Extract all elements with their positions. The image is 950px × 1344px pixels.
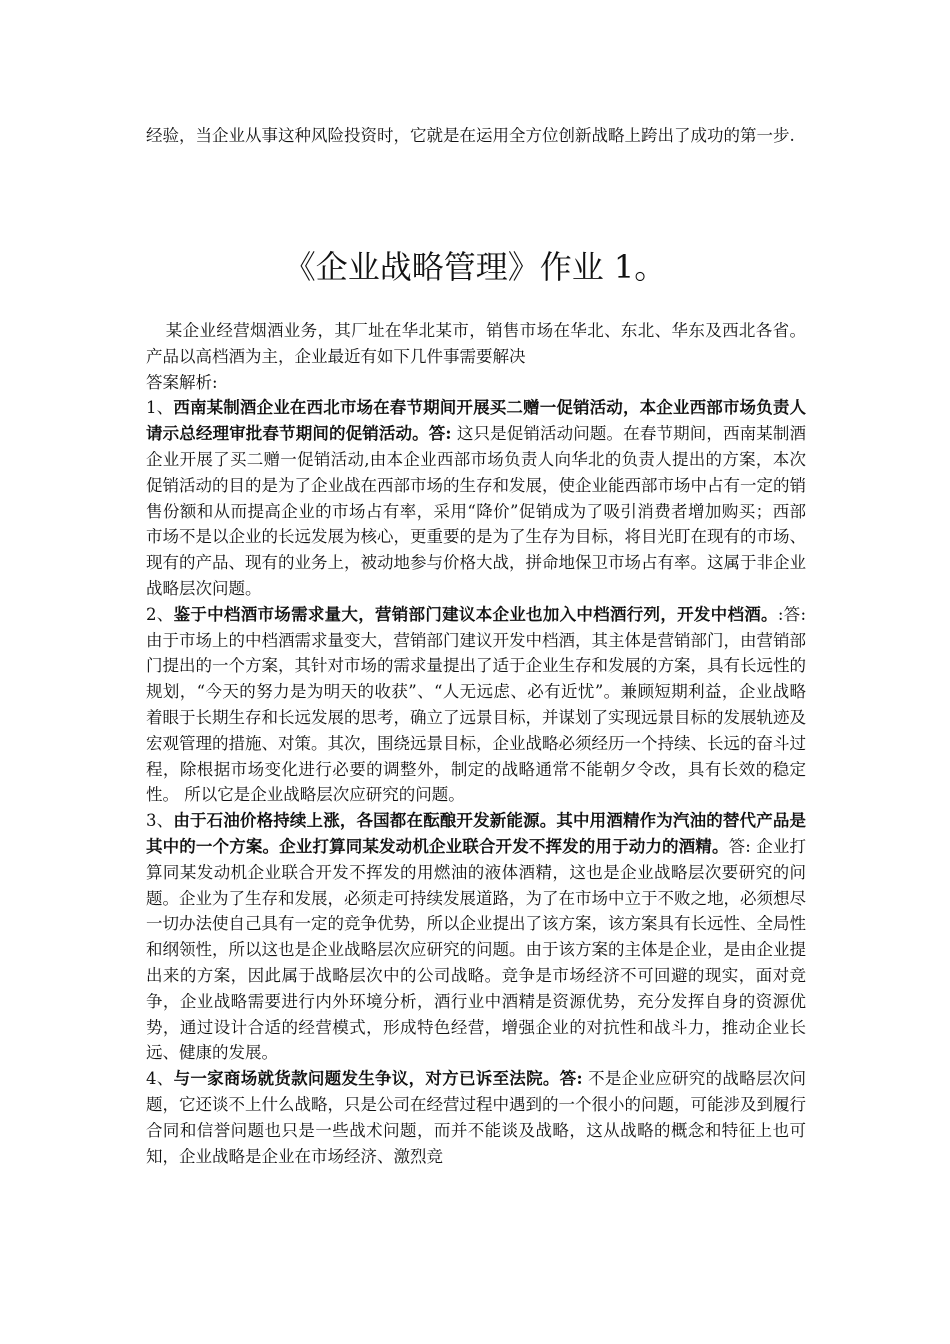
scenario-paragraph: 某企业经营烟酒业务，其厂址在华北某市，销售市场在华北、东北、华东及西北各省。产品以高档酒为主，企业最近有如下几件事需要解决 bbox=[146, 321, 806, 366]
item-answer: 这只是促销活动问题。在春节期间，西南某制酒企业开展了买二赠一促销活动,由本企业西部市场负责人向华北的负责人提出的方案，本次促销活动的目的是为了企业战在西部市场的生存和发展，使企业能西部市场中占有一定的销售份额和从而提高企业的市场占有率，采用“降价”促销成为了吸引消费者增加购买；西部市场不是以企业的长远发展为核心，更重要的是为了生存为目标，将目光盯在现有的市场、现有的产品、现有的业务上，被动地参与价格大战，拼命地保卫市场占有率。这属于非企业战略层次问题。 bbox=[146, 424, 807, 598]
item-question: 鉴于中档酒市场需求量大，营销部门建议本企业也加入中档酒行列，开发中档酒。 bbox=[173, 604, 778, 624]
item-answer: 答: 企业打算同某发动机企业联合开发不挥发的用燃油的液体酒精，这也是企业战略层次要研究的问题。企业为了生存和发展，必须走可持续发展道路，为了在市场中立于不败之地，必须想尽一切办法使自己具有一定的竞争优势，所以企业提出了该方案，该方案具有长远性、全局性和纲领性，所以这也是企业战略层次应研究的问题。由于该方案的主体是企业，是由企业提出来的方案，因此属于战略层次中的公司战略。竞争是市场经济不可回避的现实，面对竞争，企业战略需要进行内外环境分析，酒行业中酒精是资源优势，充分发挥自身的资源优势，通过设计合适的经营模式，形成特色经营，增强企业的对抗性和战斗力，推动企业长远、健康的发展。 bbox=[146, 836, 806, 1063]
item-number: 1、 bbox=[146, 398, 174, 418]
answer-item-4 bbox=[146, 1066, 806, 1169]
answer-item-1 bbox=[146, 395, 806, 601]
item-number: 4、 bbox=[146, 1069, 174, 1089]
item-question: 由于石油价格持续上涨，各国都在酝酿开发新能源。其中用酒精作为汽油的替代产品是其中的一个方案。企业打算同某发动机企业联合开发不挥发的用于动力的酒精。 bbox=[146, 811, 807, 856]
item-question: 西南某制酒企业在西北市场在春节期间开展买二赠一促销活动，本企业西部市场负责人请示总经理审批春节期间的促销活动。答: bbox=[146, 398, 807, 444]
answer-heading: 答案解析: bbox=[146, 372, 218, 392]
document-title: 《企业战略管理》作业 1。 bbox=[283, 248, 667, 286]
item-answer: 不是企业应研究的战略层次问题，它还谈不上什么战略，只是公司在经营过程中遇到的一个很小的问题，可能涉及到履行合同和信誉问题也只是一些战术问题，而并不能谈及战略，这从战略的概念和特征上也可知，企业战略是企业在市场经济、激烈竞 bbox=[146, 1069, 807, 1166]
answer-item-2 bbox=[146, 602, 806, 808]
answer-item-3 bbox=[146, 808, 806, 1066]
intro-paragraph: 经验，当企业从事这种风险投资时，它就是在运用全方位创新战略上跨出了成功的第一步. bbox=[146, 126, 795, 145]
item-answer: :答: 由于市场上的中档酒需求量变大，营销部门建议开发中档酒，其主体是营销部门，由营销部门提出的一个方案，其针对市场的需求量提出了适于企业生存和发展的方案，具有长远性的规划，“今天的努力是为明天的收获”、“人无远虑、必有近忧”。兼顾短期利益，企业战略着眼于长期生存和长远发展的思考，确立了远景目标，并谋划了实现远景目标的发展轨迹及宏观管理的措施、对策。其次，围绕远景目标，企业战略必须经历一个持续、长远的奋斗过程，除根据市场变化进行必要的调整外，制定的战略通常不能朝夕令改，具有长效的稳定性。 所以它是企业战略层次应研究的问题。 bbox=[146, 604, 807, 805]
item-number: 3、 bbox=[146, 811, 174, 831]
document-body bbox=[146, 318, 806, 1169]
item-question: 与一家商场就货款问题发生争议，对方已诉至法院。答: bbox=[173, 1069, 583, 1089]
item-number: 2、 bbox=[146, 604, 174, 624]
